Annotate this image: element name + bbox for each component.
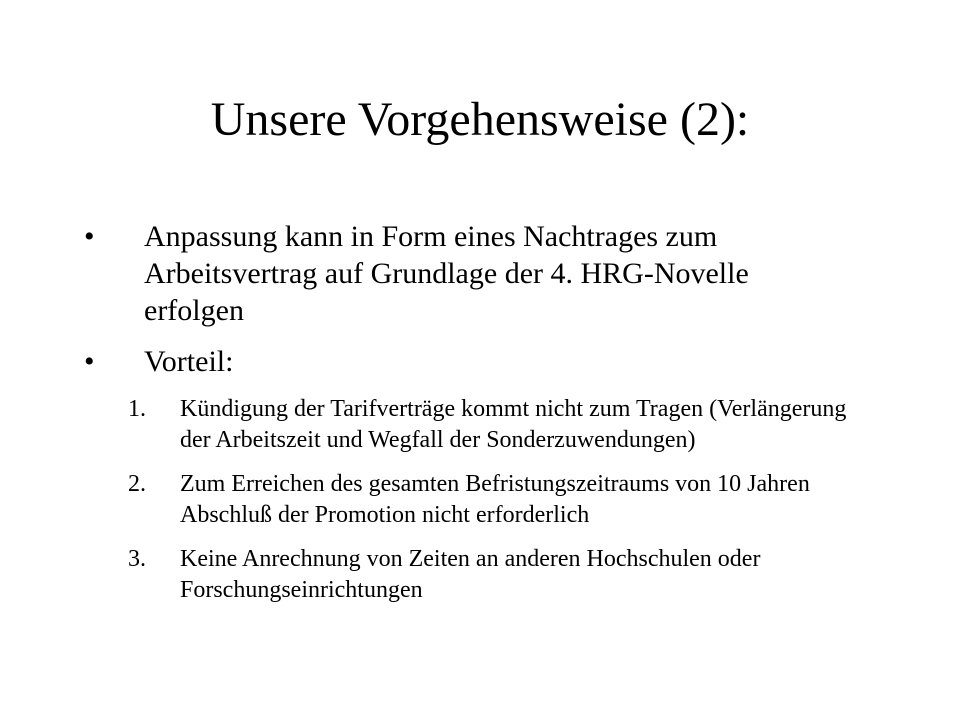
advantage-item	[0, 469, 880, 531]
bullet-marker: •	[84, 220, 95, 253]
advantage-text: Keine Anrechnung von Zeiten an anderen Hochschulen oder Forschungseinrichtungen	[180, 546, 761, 603]
advantages-list	[0, 394, 960, 606]
advantage-item	[0, 544, 880, 606]
advantage-number: 2.	[128, 471, 146, 497]
bullet-text: Vorteil:	[144, 345, 234, 378]
advantage-item	[0, 394, 880, 456]
slide-body	[0, 218, 960, 619]
advantage-text: Zum Erreichen des gesamten Befristungszeitraums von 10 Jahren Abschluß der Promotion nicht erforderlich	[180, 471, 810, 528]
advantage-number: 1.	[128, 396, 146, 422]
bullet-text: Anpassung kann in Form eines Nachtrages zum Arbeitsvertrag auf Grundlage der 4. HRG-Novelle erfolgen	[144, 220, 749, 327]
bullet-item	[0, 218, 784, 329]
advantage-number: 3.	[128, 546, 146, 572]
bullet-marker: •	[84, 345, 95, 378]
slide-title: Unsere Vorgehensweise (2):	[210, 93, 750, 146]
advantage-text: Kündigung der Tarifverträge kommt nicht zum Tragen (Verlängerung der Arbeitszeit und Wegfall der Sonderzuwendungen)	[180, 396, 847, 453]
bullet-item	[0, 343, 784, 380]
